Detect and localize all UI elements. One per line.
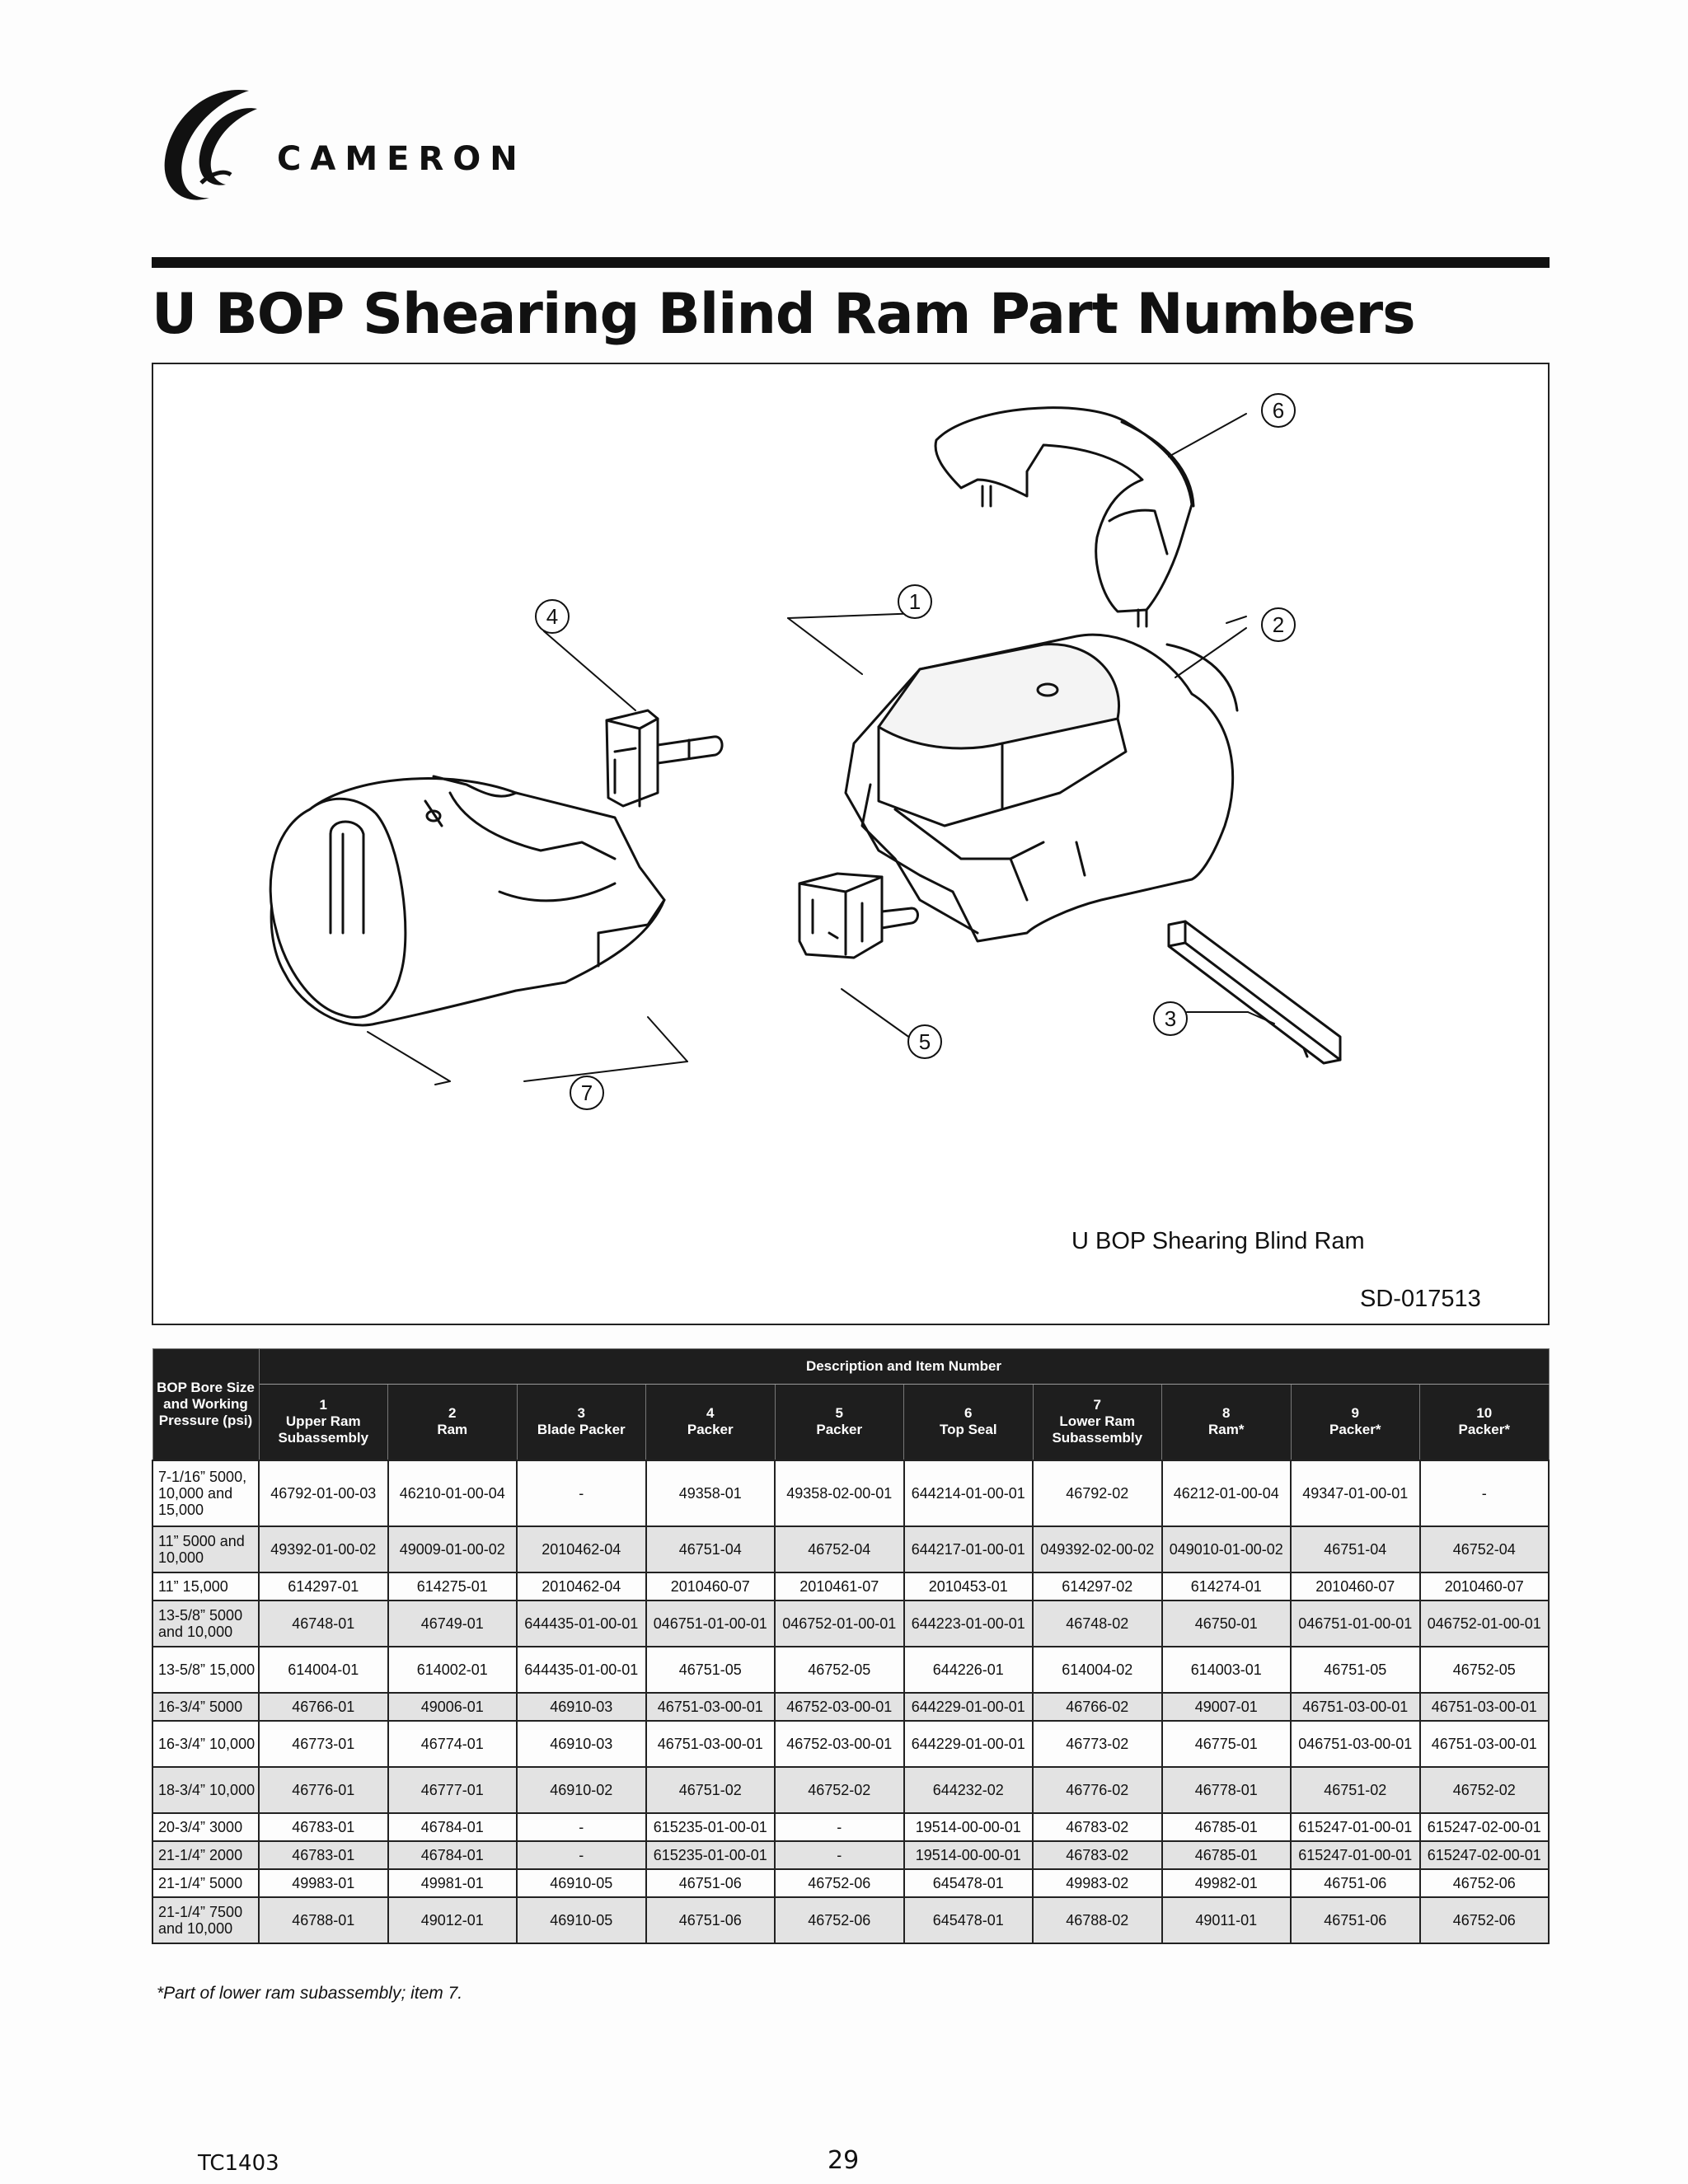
column-label: Ram* bbox=[1208, 1422, 1245, 1438]
part-number-cell: 615247-02-00-01 bbox=[1420, 1813, 1550, 1841]
table-row bbox=[152, 1813, 1549, 1841]
upper-ram-part bbox=[846, 635, 1237, 941]
callout-label-6: 6 bbox=[1272, 398, 1285, 423]
bore-size-cell: 13-5/8” 5000 and 10,000 bbox=[152, 1601, 259, 1647]
part-number-cell: 615235-01-00-01 bbox=[646, 1841, 776, 1869]
cameron-logo-icon bbox=[152, 84, 267, 208]
part-number-cell: 614004-01 bbox=[259, 1647, 388, 1693]
part-number-cell: 46751-03-00-01 bbox=[646, 1693, 776, 1721]
bore-size-header: BOP Bore Size and Working Pressure (psi) bbox=[152, 1349, 259, 1460]
part-number-cell: 46777-01 bbox=[388, 1767, 518, 1813]
part-number-cell: 19514-00-00-01 bbox=[904, 1813, 1034, 1841]
part-number-cell: 46910-05 bbox=[517, 1869, 646, 1897]
table-row bbox=[152, 1841, 1549, 1869]
part-number-cell: 2010453-01 bbox=[904, 1572, 1034, 1601]
part-number-cell: 644226-01 bbox=[904, 1647, 1034, 1693]
column-header bbox=[1033, 1385, 1162, 1460]
top-seal-part bbox=[935, 408, 1193, 626]
part-number-cell: 046752-01-00-01 bbox=[1420, 1601, 1550, 1647]
table-row bbox=[152, 1721, 1549, 1767]
column-label: Packer bbox=[687, 1422, 734, 1438]
column-label: Packer bbox=[816, 1422, 863, 1438]
part-number-cell: 49981-01 bbox=[388, 1869, 518, 1897]
part-number-cell: 049010-01-00-02 bbox=[1162, 1526, 1292, 1572]
part-number-cell: 614003-01 bbox=[1162, 1647, 1292, 1693]
part-number-cell: 46751-02 bbox=[646, 1767, 776, 1813]
part-number-cell: 46910-05 bbox=[517, 1897, 646, 1943]
packer-4-part bbox=[607, 710, 722, 806]
table-footnote: *Part of lower ram subassembly; item 7. bbox=[157, 1984, 463, 2003]
column-header bbox=[1420, 1385, 1550, 1460]
part-number-cell: 46783-02 bbox=[1033, 1841, 1162, 1869]
title-rule bbox=[152, 257, 1550, 268]
column-label: Blade Packer bbox=[537, 1422, 626, 1438]
part-numbers-table bbox=[152, 1348, 1550, 1944]
part-number-cell: 46775-01 bbox=[1162, 1721, 1292, 1767]
part-number-cell: 46792-02 bbox=[1033, 1460, 1162, 1526]
part-number-cell: 644435-01-00-01 bbox=[517, 1647, 646, 1693]
part-number-cell: 49982-01 bbox=[1162, 1869, 1292, 1897]
part-number-cell: 46748-01 bbox=[259, 1601, 388, 1647]
bore-size-cell: 18-3/4” 10,000 bbox=[152, 1767, 259, 1813]
column-header bbox=[259, 1385, 388, 1460]
part-number-cell: 46748-02 bbox=[1033, 1601, 1162, 1647]
part-number-cell: 46752-04 bbox=[1420, 1526, 1550, 1572]
part-number-cell: 645478-01 bbox=[904, 1869, 1034, 1897]
part-number-cell: 46751-03-00-01 bbox=[646, 1721, 776, 1767]
part-number-cell: 46751-03-00-01 bbox=[1420, 1721, 1550, 1767]
part-number-cell: 046751-01-00-01 bbox=[646, 1601, 776, 1647]
packer-5-part bbox=[799, 874, 918, 958]
table-row bbox=[152, 1767, 1549, 1813]
table-row bbox=[152, 1526, 1549, 1572]
document-number: TC1403 bbox=[198, 2151, 279, 2176]
part-number-cell: 49007-01 bbox=[1162, 1693, 1292, 1721]
part-number-cell: 2010460-07 bbox=[1420, 1572, 1550, 1601]
part-number-cell: 46784-01 bbox=[388, 1813, 518, 1841]
table-row bbox=[152, 1897, 1549, 1943]
part-number-cell: 614275-01 bbox=[388, 1572, 518, 1601]
part-number-cell: 46783-02 bbox=[1033, 1813, 1162, 1841]
column-item-number: 3 bbox=[577, 1405, 585, 1422]
column-header bbox=[1291, 1385, 1420, 1460]
bore-size-cell: 11” 5000 and 10,000 bbox=[152, 1526, 259, 1572]
part-number-cell: 49006-01 bbox=[388, 1693, 518, 1721]
part-number-cell: - bbox=[1420, 1460, 1550, 1526]
table-row bbox=[152, 1460, 1549, 1526]
blade-packer-part bbox=[1169, 921, 1340, 1063]
bore-size-cell: 11” 15,000 bbox=[152, 1572, 259, 1601]
part-number-cell: 49347-01-00-01 bbox=[1291, 1460, 1420, 1526]
part-number-cell: 2010462-04 bbox=[517, 1572, 646, 1601]
part-number-cell: 46210-01-00-04 bbox=[388, 1460, 518, 1526]
part-number-cell: 615235-01-00-01 bbox=[646, 1813, 776, 1841]
part-number-cell: 49358-01 bbox=[646, 1460, 776, 1526]
column-label: Top Seal bbox=[939, 1422, 997, 1438]
part-number-cell: 644435-01-00-01 bbox=[517, 1601, 646, 1647]
table-row bbox=[152, 1572, 1549, 1601]
exploded-view-drawing bbox=[153, 364, 1548, 1324]
table-row bbox=[152, 1693, 1549, 1721]
part-number-cell: 46776-02 bbox=[1033, 1767, 1162, 1813]
part-number-cell: 645478-01 bbox=[904, 1897, 1034, 1943]
callout-label-5: 5 bbox=[918, 1029, 931, 1054]
part-number-cell: 049392-02-00-02 bbox=[1033, 1526, 1162, 1572]
part-number-cell: 614002-01 bbox=[388, 1647, 518, 1693]
part-number-cell: 49011-01 bbox=[1162, 1897, 1292, 1943]
part-number-cell: 644232-02 bbox=[904, 1767, 1034, 1813]
column-item-number: 7 bbox=[1093, 1397, 1101, 1413]
part-number-cell: 46752-06 bbox=[775, 1897, 904, 1943]
part-number-cell: 046752-01-00-01 bbox=[775, 1601, 904, 1647]
part-number-cell: 614274-01 bbox=[1162, 1572, 1292, 1601]
part-number-cell: 49983-01 bbox=[259, 1869, 388, 1897]
description-header: Description and Item Number bbox=[259, 1349, 1549, 1385]
part-number-cell: 49012-01 bbox=[388, 1897, 518, 1943]
part-number-cell: 46752-02 bbox=[1420, 1767, 1550, 1813]
part-number-cell: 49983-02 bbox=[1033, 1869, 1162, 1897]
column-header bbox=[904, 1385, 1034, 1460]
part-number-cell: 46749-01 bbox=[388, 1601, 518, 1647]
callout-label-4: 4 bbox=[546, 604, 559, 629]
column-header bbox=[517, 1385, 646, 1460]
column-item-number: 1 bbox=[319, 1397, 327, 1413]
lower-ram-part bbox=[270, 776, 664, 1025]
part-number-cell: - bbox=[517, 1841, 646, 1869]
part-number-cell: 46783-01 bbox=[259, 1841, 388, 1869]
part-number-cell: - bbox=[775, 1841, 904, 1869]
callout-label-2: 2 bbox=[1272, 612, 1285, 637]
figure-caption: U BOP Shearing Blind Ram bbox=[1071, 1228, 1365, 1254]
part-number-cell: 46752-06 bbox=[1420, 1897, 1550, 1943]
cameron-logo bbox=[152, 84, 527, 208]
part-number-cell: 49009-01-00-02 bbox=[388, 1526, 518, 1572]
part-number-cell: 46766-01 bbox=[259, 1693, 388, 1721]
table-row bbox=[152, 1869, 1549, 1897]
part-number-cell: 46778-01 bbox=[1162, 1767, 1292, 1813]
column-item-number: 8 bbox=[1222, 1405, 1231, 1422]
part-number-cell: 615247-01-00-01 bbox=[1291, 1841, 1420, 1869]
table-row bbox=[152, 1601, 1549, 1647]
part-number-cell: 46751-03-00-01 bbox=[1291, 1693, 1420, 1721]
brand-name: CAMERON bbox=[277, 140, 527, 178]
part-number-cell: 46751-02 bbox=[1291, 1767, 1420, 1813]
part-number-cell: 46750-01 bbox=[1162, 1601, 1292, 1647]
part-number-cell: 46910-02 bbox=[517, 1767, 646, 1813]
part-number-cell: 615247-01-00-01 bbox=[1291, 1813, 1420, 1841]
part-number-cell: 2010460-07 bbox=[646, 1572, 776, 1601]
drawing-number: SD-017513 bbox=[1360, 1286, 1481, 1312]
part-number-cell: 46752-02 bbox=[775, 1767, 904, 1813]
part-number-cell: 49358-02-00-01 bbox=[775, 1460, 904, 1526]
part-number-cell: 644229-01-00-01 bbox=[904, 1693, 1034, 1721]
column-item-number: 5 bbox=[835, 1405, 843, 1422]
part-number-cell: 46751-04 bbox=[646, 1526, 776, 1572]
part-number-cell: 46212-01-00-04 bbox=[1162, 1460, 1292, 1526]
bore-size-cell: 21-1/4” 5000 bbox=[152, 1869, 259, 1897]
callout-label-3: 3 bbox=[1164, 1006, 1177, 1031]
part-number-cell: 46752-04 bbox=[775, 1526, 904, 1572]
part-number-cell: 614297-01 bbox=[259, 1572, 388, 1601]
bore-size-cell: 7-1/16” 5000, 10,000 and 15,000 bbox=[152, 1460, 259, 1526]
part-number-cell: 46752-05 bbox=[775, 1647, 904, 1693]
part-number-cell: - bbox=[517, 1813, 646, 1841]
bore-size-cell: 16-3/4” 5000 bbox=[152, 1693, 259, 1721]
part-number-cell: 46751-05 bbox=[1291, 1647, 1420, 1693]
column-item-number: 9 bbox=[1351, 1405, 1359, 1422]
part-number-cell: 46752-03-00-01 bbox=[775, 1693, 904, 1721]
callout-label-7: 7 bbox=[580, 1080, 593, 1105]
part-number-cell: 644229-01-00-01 bbox=[904, 1721, 1034, 1767]
part-number-cell: 614004-02 bbox=[1033, 1647, 1162, 1693]
column-header bbox=[388, 1385, 518, 1460]
part-number-cell: 46752-06 bbox=[1420, 1869, 1550, 1897]
bore-size-cell: 16-3/4” 10,000 bbox=[152, 1721, 259, 1767]
part-number-cell: - bbox=[775, 1813, 904, 1841]
part-number-cell: 644217-01-00-01 bbox=[904, 1526, 1034, 1572]
part-number-cell: 046751-01-00-01 bbox=[1291, 1601, 1420, 1647]
bore-size-cell: 20-3/4” 3000 bbox=[152, 1813, 259, 1841]
column-item-number: 2 bbox=[448, 1405, 457, 1422]
part-number-cell: 615247-02-00-01 bbox=[1420, 1841, 1550, 1869]
part-number-cell: 46792-01-00-03 bbox=[259, 1460, 388, 1526]
page-title: U BOP Shearing Blind Ram Part Numbers bbox=[152, 282, 1415, 347]
callout-label-1: 1 bbox=[908, 589, 921, 614]
part-number-cell: 2010462-04 bbox=[517, 1526, 646, 1572]
part-number-cell: 2010460-07 bbox=[1291, 1572, 1420, 1601]
part-number-cell: 644214-01-00-01 bbox=[904, 1460, 1034, 1526]
part-number-cell: 46752-06 bbox=[775, 1869, 904, 1897]
part-number-cell: 46784-01 bbox=[388, 1841, 518, 1869]
column-label: Packer* bbox=[1458, 1422, 1510, 1438]
part-number-cell: 46773-02 bbox=[1033, 1721, 1162, 1767]
part-number-cell: 46788-01 bbox=[259, 1897, 388, 1943]
table-row bbox=[152, 1647, 1549, 1693]
part-number-cell: 2010461-07 bbox=[775, 1572, 904, 1601]
part-number-cell: 46774-01 bbox=[388, 1721, 518, 1767]
part-number-cell: 46752-05 bbox=[1420, 1647, 1550, 1693]
part-number-cell: 46751-06 bbox=[1291, 1869, 1420, 1897]
column-header bbox=[1162, 1385, 1292, 1460]
column-label: Packer* bbox=[1329, 1422, 1381, 1438]
part-number-cell: 46751-06 bbox=[646, 1869, 776, 1897]
bore-size-cell: 21-1/4” 7500 and 10,000 bbox=[152, 1897, 259, 1943]
part-number-cell: 46751-06 bbox=[646, 1897, 776, 1943]
part-number-cell: 46785-01 bbox=[1162, 1841, 1292, 1869]
part-number-cell: 46910-03 bbox=[517, 1693, 646, 1721]
column-label: Upper Ram Subassembly bbox=[278, 1413, 369, 1446]
part-number-cell: 46766-02 bbox=[1033, 1693, 1162, 1721]
part-number-cell: 614297-02 bbox=[1033, 1572, 1162, 1601]
part-number-cell: 46751-03-00-01 bbox=[1420, 1693, 1550, 1721]
column-label: Lower Ram Subassembly bbox=[1052, 1413, 1143, 1446]
part-number-cell: 46751-04 bbox=[1291, 1526, 1420, 1572]
bore-size-cell: 13-5/8” 15,000 bbox=[152, 1647, 259, 1693]
column-header bbox=[775, 1385, 904, 1460]
part-number-cell: 46751-06 bbox=[1291, 1897, 1420, 1943]
page-number: 29 bbox=[828, 2146, 860, 2175]
part-number-cell: 046751-03-00-01 bbox=[1291, 1721, 1420, 1767]
part-number-cell: 46773-01 bbox=[259, 1721, 388, 1767]
part-number-cell: 46788-02 bbox=[1033, 1897, 1162, 1943]
part-number-cell: 46752-03-00-01 bbox=[775, 1721, 904, 1767]
part-number-cell: 46751-05 bbox=[646, 1647, 776, 1693]
part-number-cell: 46783-01 bbox=[259, 1813, 388, 1841]
part-number-cell: 46776-01 bbox=[259, 1767, 388, 1813]
column-item-number: 4 bbox=[706, 1405, 715, 1422]
column-item-number: 10 bbox=[1476, 1405, 1493, 1422]
part-number-cell: 49392-01-00-02 bbox=[259, 1526, 388, 1572]
assembly-figure bbox=[152, 363, 1550, 1325]
column-item-number: 6 bbox=[964, 1405, 973, 1422]
part-number-cell: - bbox=[517, 1460, 646, 1526]
column-label: Ram bbox=[437, 1422, 468, 1438]
part-number-cell: 644223-01-00-01 bbox=[904, 1601, 1034, 1647]
column-header bbox=[646, 1385, 776, 1460]
bore-size-cell: 21-1/4” 2000 bbox=[152, 1841, 259, 1869]
part-number-cell: 46910-03 bbox=[517, 1721, 646, 1767]
part-number-cell: 19514-00-00-01 bbox=[904, 1841, 1034, 1869]
part-number-cell: 46785-01 bbox=[1162, 1813, 1292, 1841]
